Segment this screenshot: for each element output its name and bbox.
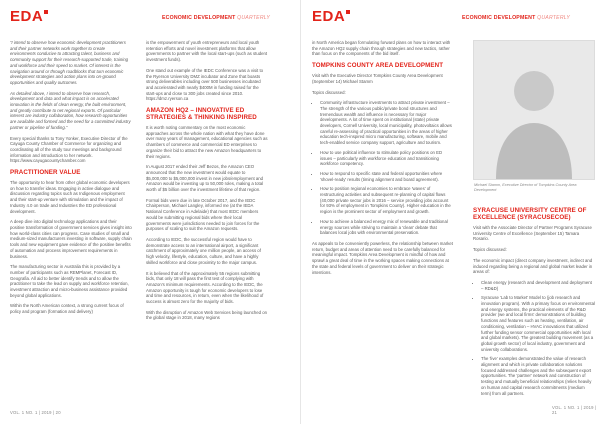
bullet-list — [473, 280, 595, 396]
person-silhouette-icon — [474, 41, 594, 179]
bullet-list — [312, 100, 454, 236]
section-heading-practitioner-value: PRACTITIONER VALUE — [10, 169, 81, 177]
left-column-2 — [146, 40, 268, 326]
list-item: • How to position regional economies to embrace 'waves' of restructuring activities and subsequent re-planning of capital flows (40,000 private sector jobs in 2016 – service providing jobs account for 93% of employment in Tompkins County). Higher education in the region is the prominent sector of employment and growth. — [320, 186, 454, 215]
logo-square-icon — [44, 10, 48, 14]
right-column-2 — [473, 204, 595, 401]
page-footer: VOL. 1 NO. 1 | 2019 | 20 — [10, 410, 61, 415]
paragraph: A deep dive into digital technology applications and their positive transformation of government services gives insight into how world-class cities can progress. Case studies of small and medium-sized manufacturers investing in software, supply chain tools and new equipment gave evidence of the positive benefits of automation and process improvement requirements in business. — [10, 219, 132, 259]
paragraph: It is worth noting commentary on the most economic approaches across the whole nation with what they have done over many years of management, educational agencies such as chambers of commerce and commercial ED enterprises to organize their bid to attract the new Amazon headquarters to their regions. — [146, 125, 268, 159]
paragraph: is the empowerment of youth entrepreneurs and local youth retention efforts and novel investment platforms that allow governments to partner with the local start-ups (such as student investment funds). — [146, 40, 268, 63]
list-item: • How to achieve a balanced energy mix of renewable and traditional energy sources while striving to maintain a 'clean' debate that balances local jobs with environmental preservation. — [320, 219, 454, 236]
right-column-1 — [312, 40, 454, 280]
paragraph: In August 2017 ended their Jeff Bezos, the Amazon CEO announced that the new investment would equate to $5,000,000 to $5,000,000 invest in new jobs/employment and Amazon would be investing up to 50,000 roles, making a total worth of $5 billion over the investment lifetime of that region. — [146, 164, 264, 193]
section-heading-tompkins: TOMPKINS COUNTY AREA DEVELOPMENT — [312, 62, 444, 70]
logo-square-icon — [346, 10, 350, 14]
list-item: • Community infrastructure investments to attract private investment – The strength of the various public/private bond structures and tremendous wealth and influence is necessary for major developments. A lot of time spent on institutional (state) private developers, Cornell University, local municipality, photovoltaics allows careful re-assessing of practical opportunities in the areas of higher education tech-inspired micro manufacturing, software, mobile and tech-enabled service company support, agriculture and tourism. — [320, 100, 454, 146]
photo-caption: Michael Stamm, Executive Director of Tompkins County Area Development — [474, 183, 577, 192]
paragraph: The opportunity to hear from other global economic developers on how to transfer ideas. Engaging in active dialogue and discussion regarding topics such as Indigenous employment and their start-up venture with stimulation and the impact of Industry 4.0 on trade and Industries the ED professional development. — [10, 180, 130, 214]
list-item: • How to use political influence to stimulate policy positions on ED issues – particularly with workforce education and transitioning workforce competency. — [320, 150, 454, 167]
running-head: ECONOMIC DEVELOPMENT QUARTERLY — [462, 15, 571, 21]
paragraph: With the disruption of Amazon Web Services being launched on the global stage in 2018, many regions — [146, 309, 268, 321]
list-item: • How to respond to specific state and federal opportunities where 'shovel-ready' results (timing alignment and board agreement). — [320, 171, 454, 182]
paragraph: Every special thanks to Tony Yonker, Executive Director of the Cayuga County Chamber of Commerce for organizing and coordinating all of the study tour meetings and background information and introduction to her network. https://www.cayugacountychamber.com — [10, 135, 128, 164]
paragraph: Visit with the Executive Director Tompkins County Area Development (September 14) Michael Stamm — [312, 73, 443, 84]
eda-logo: EDA — [10, 8, 48, 25]
paragraph: in North America began formulating forward plans on how to interact with the Amazon HQ2 supply chain through strategies and new tactics, rather than focus on the components of the bid itself. — [312, 40, 451, 57]
paragraph: Topics discussed: — [473, 247, 507, 253]
portrait-photo — [473, 40, 595, 180]
paragraph: Topics discussed: — [312, 89, 346, 95]
page-footer: VOL. 1 NO. 1 | 2019 | 21 — [552, 405, 597, 415]
paragraph: As detailed above, I intend to observe how research, development and data and what impact is on accelerated innovation in the fields of clean energy, the built environment, and greatly contribute to net regional exports. Of particular interest are industry collaboration, how research opportunities are available and formed and the need for a committed industry partner or pipeline of funding.” — [10, 90, 131, 130]
paragraph: One stand out example of the IEDC Conference was a visit to the Ryerson University DMZ incubator and Zone that boasts strong deliverables including over 500 businesses incubated and accelerated with nearly $400M in funding raised for the start-ups and close to 300 jobs created since 2010. https://dmz.ryerson.ca — [146, 67, 264, 102]
paragraph: The economic impact (direct company investment, indirect and induced regarding being a regional and global market leader in areas of: — [473, 257, 593, 275]
left-column-1 — [10, 40, 132, 320]
section-heading-amazon-hq2: AMAZON HQ2 – INNOVATIVE ED STRATEGIES & THINKING INSPIRED — [146, 107, 257, 122]
list-item: • The 'live' examples demonstrated the value of research alignment and which is private collaboration solutions focused addressed challenges and the subsequent export opportunities. The 'partner' network and construction of testing and mutually beneficial relationships (relies heavily on human and capital research commitments (medium term) from all partners. — [481, 356, 595, 396]
paragraph: Formal bids were due in late October 2017, and the IEDC Chairperson, Michael Langley, informed me (at the IEDA National Conference in Adelaide) that most IEDC members would be submitting regional bids where their local governments were jurisdictions needed to join forces for the purposes of scaling to suit the Amazon requests. — [146, 197, 260, 232]
running-head: ECONOMIC DEVELOPMENT QUARTERLY — [162, 15, 271, 21]
paragraph: The manufacturing sector in Australia this is provided by a number of participants such as REMPlanet, Forecast ID, Geografia. All aid to better identify trends and to allow the practitioner to take the lead on supply and workforce retention, investment attraction and micro-business assistance provided beyond global applications. — [10, 264, 129, 298]
paragraph: Visit with the Associate Director of Partner Programs Syracuse University Centre of Excellence (September 15) Tamara Rosario. — [473, 225, 592, 242]
paragraph: Within the North American context, a strong current focus of policy and program (formation and delivery) — [10, 303, 124, 315]
section-heading-syracuse: SYRACUSE UNIVERSITY CENTRE OF EXCELLENCE (SYRACUSECOE) — [473, 207, 587, 221]
paragraph: As appeals to be conveniently powerless, the relationship between market return, budget and areas of attention need to be carefully balanced for meaningful impact. Tompkins Area Development is mindful of how and sprawl a great deal of time in the working spaces making connections at the state and federal levels of government to deliver on their strategic intentions. — [312, 240, 453, 275]
list-item: • Clean energy (research and development and deployment – RD&D) — [481, 280, 595, 291]
list-item: • Syracuse 'Lab to Market' Model to (job research and innovation program). With a primary focus on environmental and energy systems, the practical elements of the R&D provider (we and local firms' demonstrations of building functions and features such as heating, ventilation, air conditioning, ventilation – HVAC innovations that utilized further funding sensor commercial opportunities with local and global markets). The greatest building movement (as a global growth sector) of local industry, government and university collaborations. — [481, 295, 595, 352]
paragraph: “I intend to observe how economic development practitioners and their partner networks work together to create environments conducive to attracting talent, business and community support for their research-supported trade, training and workforce and their speed to market. Of interest is the navigation around or through roadblocks that turn economic development strategies and action plans into on-ground opportunities and quality outcomes. — [10, 40, 128, 85]
eda-logo: EDA — [312, 8, 350, 25]
paragraph: It is believed that of the approximately 55 regions submitting bids, that only 18 will pass the first test of complying with Amazon's minimum requirements. According to the IEDC, the Amazon opportunity is tough for economic developers to lose and time and resources, in return, even when the likelihood of success is almost zero for the majority of bids. — [146, 270, 264, 305]
paragraph: According to IEDC, the successful region would have to demonstrate access to an international airport, a significant catchment of approximately one million people, an access of high velocity, lifestyle, education, culture, and have a highly skilled workforce and close proximity to the major campus. — [146, 236, 261, 265]
